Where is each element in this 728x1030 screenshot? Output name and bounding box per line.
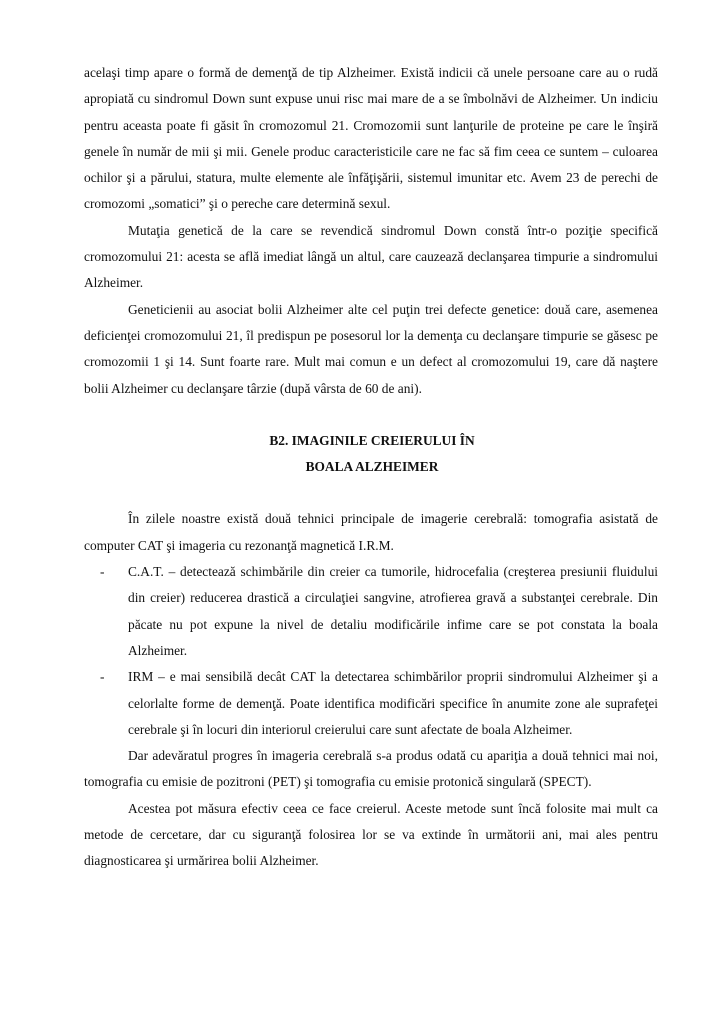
bullet-list <box>84 559 658 743</box>
body-paragraph: Geneticienii au asociat bolii Alzheimer alte cel puţin trei defecte genetice: două care, asemenea deficienţei cromozomului 21, îl predispun pe posesorul lor la demenţa cu declanşare timpurie se găsesc pe cromozomii 1 şi 14. Sunt foarte rare. Mult mai comun e un defect al cromozomului 19, care dă naştere bolii Alzheimer cu declanşare târzie (după vârsta de 60 de ani). <box>84 301 658 396</box>
document-page <box>84 60 658 875</box>
section-heading <box>84 428 658 481</box>
section-heading-line: BOALA ALZHEIMER <box>305 459 439 475</box>
section-heading-line: B2. IMAGINILE CREIERULUI ÎN <box>269 432 475 448</box>
list-item <box>84 664 658 743</box>
list-dash: - <box>100 669 105 685</box>
spacer <box>84 480 658 506</box>
body-paragraph: Acestea pot măsura efectiv ceea ce face creierul. Aceste metode sunt încă folosite mai mult ca metode de cercetare, dar cu siguranţă folosirea lor se va extinde în următorii ani, mai ales pentru diagnosticarea şi urmărirea bolii Alzheimer. <box>84 800 658 869</box>
body-paragraph: Dar adevăratul progres în imageria cerebrală s-a produs odată cu apariţia a două tehnici mai noi, tomografia cu emisie de pozitroni (PET) şi tomografia cu emisie protonică singulară (SPECT). <box>84 748 658 790</box>
list-dash: - <box>100 564 105 580</box>
list-item-text: IRM – e mai sensibilă decât CAT la detectarea schimbărilor proprii sindromului Alzheimer şi a celorlalte forme de demenţă. Poate identifica modificări specifice în anumite zone ale suprafeţei cerebrale şi în locuri din interiorul creierului care sunt afectate de boala Alzheimer. <box>128 669 658 737</box>
body-paragraph: acelaşi timp apare o formă de demenţă de tip Alzheimer. Există indicii că unele persoane care au o rudă apropiată cu sindromul Down sunt expuse unui risc mai mare de a se îmbolnăvi de Alzheimer. Un indiciu pentru aceasta poate fi găsit în cromozomul 21. Cromozomii sunt lanţurile de proteine pe care le înşiră genele în număr de mii şi mii. Genele produc caracteristicile care ne fac să fim ceea ce suntem – culoarea ochilor şi a părului, statura, multe elemente ale înfăţişării, sistemul imunitar etc. Avem 23 de perechi de cromozomi „somatici” şi o pereche care determină sexul. <box>84 65 658 212</box>
body-paragraph: Mutaţia genetică de la care se revendică sindromul Down constă într-o poziţie specifică cromozomului 21: acesta se află imediat lângă un altul, care cauzează declanşarea timpurie a sindromului Alzheimer. <box>84 222 658 291</box>
spacer <box>84 402 658 428</box>
body-paragraph: În zilele noastre există două tehnici principale de imagerie cerebrală: tomografia asistată de computer CAT şi imageria cu rezonanţă magnetică I.R.M. <box>84 511 658 553</box>
list-item-text: C.A.T. – detectează schimbările din creier ca tumorile, hidrocefalia (creşterea presiunii fluidului din creier) reducerea drastică a circulaţiei sangvine, atrofierea gravă a substanţei cerebrale. Din păcate nu pot expune la nivel de detaliu modificările infime care se pot constata la boala Alzheimer. <box>128 564 658 658</box>
list-item <box>84 559 658 664</box>
